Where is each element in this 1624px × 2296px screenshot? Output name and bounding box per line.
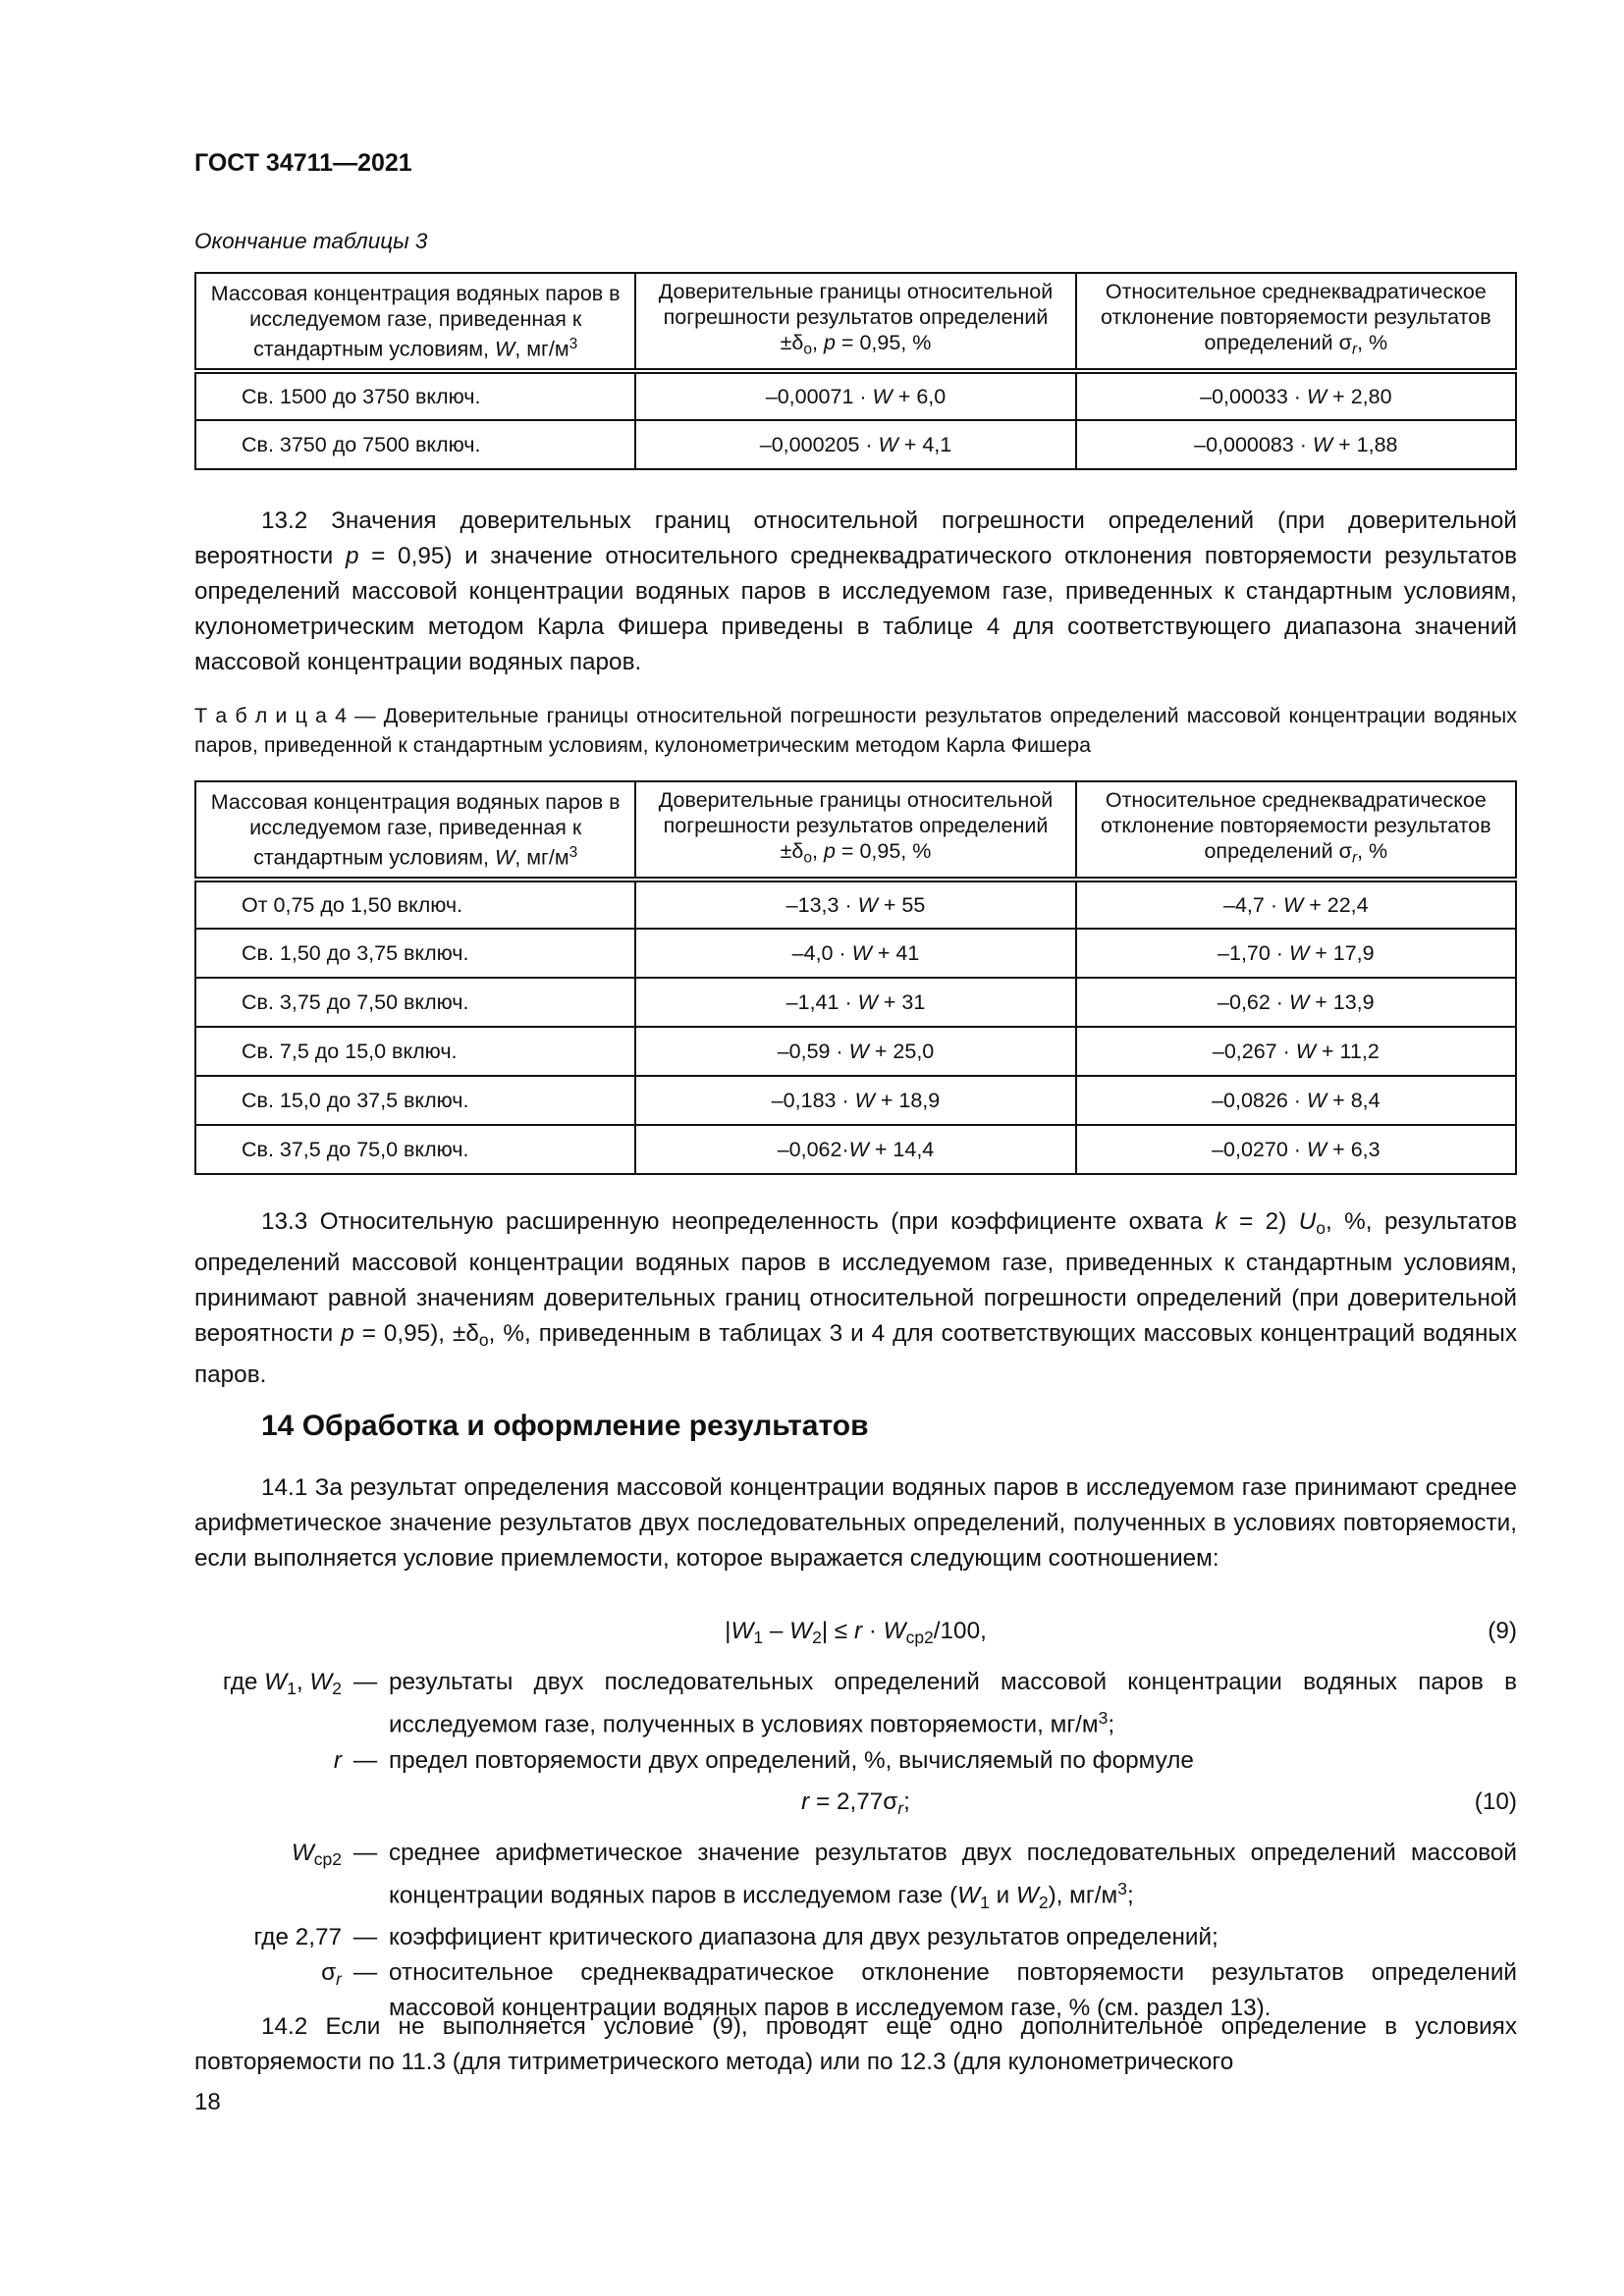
text-segment: + 25,0 [868,1039,935,1063]
text-segment: · [862,1618,884,1644]
dash: — [352,1669,378,1695]
text-segment: = 0,95, % [835,839,932,864]
table-cell [195,1125,635,1174]
text-segment: 3 [1117,1879,1127,1898]
text-segment: Св. 1500 до 3750 включ. [242,384,481,408]
text-segment: W [1306,1137,1327,1161]
text-segment: + 17,9 [1309,940,1375,965]
definition-term [194,1836,342,1920]
text-segment: относительное среднеквадратическое отклонение повторяемости результатов определений массовой концентрации водяных паров в исследуемом газе, % (см. раздел 13). [389,1958,1517,2021]
dash: — [352,1746,378,1774]
text-segment: W [883,1618,906,1644]
paragraph-13-3 [194,1204,1517,1393]
text-segment: ; [903,1789,910,1815]
section-14-heading: 14 Обработка и оформление результатов [261,1410,869,1442]
table-cell [195,420,635,469]
definition-item [194,1836,1517,1920]
text-segment: = 2) [1226,1208,1299,1235]
where-list-1 [194,1665,1517,1779]
text-segment: ср2 [905,1628,934,1648]
text-segment: + 6,0 [892,384,947,408]
text-segment: 1 [980,1892,990,1912]
text-segment: 3 [568,335,578,352]
text-segment: –0,0270 · [1212,1137,1307,1161]
text-segment: –0,62 · [1218,989,1289,1014]
table-cell [1076,978,1516,1027]
table-cell [1076,1027,1516,1076]
table-row [195,1076,1516,1125]
text-segment: W [878,432,898,456]
text-segment: W [495,845,515,870]
text-segment: W [851,940,872,965]
text-segment: r [1351,849,1358,867]
text-segment: + 14,4 [868,1137,935,1161]
text-segment: 2 [1038,1892,1049,1912]
text-segment: –0,000083 · [1194,432,1313,456]
text-segment: W [872,384,893,408]
text-segment: –0,000205 · [759,432,879,456]
text-segment: W [264,1669,288,1695]
text-segment: W [789,1618,813,1644]
text-segment: где [222,1669,265,1695]
page-number: 18 [194,2089,221,2115]
text-segment: + 6,3 [1326,1137,1380,1161]
text-segment: W [957,1882,981,1909]
text-segment: 14.2 Если не выполняется условие (9), проводят еще одно дополнительное определение в условиях повторяемости по 11.3 (для титриметрического метода) или по 12.3 (для кулонометрического [194,2013,1517,2075]
text-segment: + 2,80 [1326,384,1392,408]
definition-text [389,1665,1517,1743]
text-segment: W [1015,1882,1039,1909]
dash: — [352,1923,378,1950]
column-header [635,781,1075,880]
text-segment: p [345,543,359,569]
text-segment: + 4,1 [897,432,952,456]
definition-item [194,1743,1517,1779]
text-segment: = 0,95, % [835,331,932,355]
text-segment: Св. 37,5 до 75,0 включ. [242,1137,469,1161]
table-cell [195,880,635,929]
text-segment: W [1282,892,1304,917]
table-row [195,1027,1516,1076]
text-segment: W [857,989,878,1014]
text-segment: W [1312,432,1333,456]
table3-caption: Окончание таблицы 3 [194,229,428,253]
text-segment: –1,41 · [785,989,858,1014]
text-segment: –0,00071 · [765,384,873,408]
text-segment: коэффициент критического диапазона для двух результатов определений; [389,1923,1218,1950]
text-segment: ), мг/м [1048,1882,1118,1909]
text-segment: W [731,1618,754,1644]
text-segment: –4,0 · [791,940,852,965]
text-segment: + 11,2 [1316,1039,1380,1063]
text-segment: , [296,1669,310,1695]
column-header [1076,273,1516,371]
text-segment: Св. 3750 до 7500 включ. [242,432,481,456]
text-segment: W [848,1137,869,1161]
table-cell [1076,929,1516,978]
text-segment: –0,59 · [777,1039,849,1063]
text-segment: и [989,1882,1016,1909]
definition-item [194,1665,1517,1743]
table-cell [195,929,635,978]
definition-term [194,1665,342,1743]
text-segment: W [1306,384,1327,408]
table-cell [195,1076,635,1125]
text-segment: , мг/м [514,337,569,361]
text-segment: o [1316,1218,1326,1239]
text-segment: – [763,1618,790,1644]
table-cell [635,420,1075,469]
text-segment: среднее арифметическое значение результатов двух последовательных определений массовой концентрации водяных паров в исследуемом газе ( [389,1840,1517,1909]
text-segment: , % [1357,839,1388,864]
text-segment: r [801,1789,810,1815]
text-segment: W [309,1669,333,1695]
text-segment: | ≤ [821,1618,854,1644]
text-segment: + 1,88 [1332,432,1398,456]
text-segment: | [725,1618,731,1644]
table-cell [195,371,635,420]
text-segment: r [853,1618,863,1644]
text-segment: r [333,1746,342,1774]
definition-text [389,1920,1517,1955]
definition-term [194,1920,342,1955]
text-segment: 14.1 За результат определения массовой концентрации водяных паров в исследуемом газе принимают среднее арифметическое значение результатов двух последовательных определений, полученных в условиях повторяемости, если выполняется условие приемлемости, которое выражается следующим соотношением: [194,1474,1517,1572]
text-segment: Массовая концентрация водяных паров в исследуемом газе, приведенная к стандартным условиям, [210,789,621,870]
text-segment: –0,183 · [771,1088,855,1112]
text-segment: p [823,331,836,355]
text-segment: Т а б л и ц а 4 — Доверительные границы относительной погрешности результатов определений массовой концентрации водяных паров, приведенной к стандартным условиям, кулонометрическим методом Карла Фишера [194,704,1517,757]
text-segment: ; [1108,1711,1115,1738]
text-segment: + 13,9 [1309,989,1375,1014]
formula-10 [194,1785,1517,1820]
text-segment: W [1306,1088,1327,1112]
text-segment: U [1298,1208,1317,1235]
table-cell [1076,371,1516,420]
text-segment: Св. 3,75 до 7,50 включ. [242,989,469,1014]
text-segment: 13.2 Значения доверительных границ относительной погрешности определений (при доверительной вероятности [194,507,1517,569]
table-row [195,929,1516,978]
text-segment: 3 [1098,1708,1109,1728]
text-segment: –13,3 · [785,892,858,917]
table-cell [195,1027,635,1076]
paragraph-14-1 [194,1470,1517,1576]
table-cell [635,371,1075,420]
text-segment: W [291,1840,314,1866]
definition-item [194,1920,1517,1955]
text-segment: –0,267 · [1212,1039,1296,1063]
definition-term [194,1743,342,1779]
text-segment: σ [321,1958,337,1986]
table-row [195,371,1516,420]
text-segment: o [803,849,813,867]
text-segment: r [897,1798,904,1819]
table-cell [635,880,1075,929]
text-segment: , % [1357,331,1388,355]
text-segment: + 22,4 [1303,892,1369,917]
text-segment: Св. 1,50 до 3,75 включ. [242,940,469,965]
column-header [1076,781,1516,880]
table-cell [635,978,1075,1027]
table-row [195,420,1516,469]
text-segment: /100, [933,1618,987,1644]
text-segment: r [336,1969,342,1990]
text-segment: 2 [812,1628,822,1648]
where-list-2 [194,1836,1517,2026]
table-cell [635,1125,1075,1174]
table-cell [635,1076,1075,1125]
text-segment: o [478,1330,489,1351]
text-segment: W [857,892,878,917]
formula-9 [194,1614,1517,1649]
text-segment: 13.3 Относительную расширенную неопределенность (при коэффициенте охвата [261,1208,1216,1235]
definition-text [389,1743,1517,1779]
table-cell [1076,420,1516,469]
text-segment: 3 [568,843,578,861]
table4-caption [194,701,1517,760]
text-segment: От 0,75 до 1,50 включ. [242,892,463,917]
text-segment: Относительное среднеквадратическое отклонение повторяемости результатов определений σ [1101,280,1491,355]
table-cell [635,1027,1075,1076]
text-segment: 1 [753,1628,764,1648]
definition-text [389,1836,1517,1920]
text-segment: ср2 [313,1849,342,1870]
text-segment: –0,0826 · [1212,1088,1307,1112]
text-segment: ; [1126,1882,1134,1909]
text-segment: W [848,1039,869,1063]
text-segment: W [854,1088,875,1112]
text-segment: Св. 15,0 до 37,5 включ. [242,1088,469,1112]
document-title: ГОСТ 34711—2021 [194,149,412,177]
text-segment: –0,062· [777,1137,849,1161]
paragraph-14-2 [194,2009,1517,2080]
dash: — [352,1840,378,1866]
text-segment: результаты двух последовательных определений массовой концентрации водяных паров в исследуемом газе, полученных в условиях повторяемости, мг/м [389,1669,1517,1738]
table-row [195,1125,1516,1174]
text-segment: Относительное среднеквадратическое отклонение повторяемости результатов определений σ [1101,788,1491,864]
text-segment: предел повторяемости двух определений, %, вычисляемый по формуле [389,1746,1194,1774]
text-segment: , %, результатов определений массовой концентрации водяных паров в исследуемом газе, приведенных к стандартным условиям, принимают равной значениям доверительных границ относительной погрешности определений (при доверительной вероятности [194,1208,1517,1348]
text-segment: 2 [332,1679,342,1699]
paragraph-13-2 [194,504,1517,680]
text-segment: + 31 [877,989,926,1014]
text-segment: Св. 7,5 до 15,0 включ. [242,1039,458,1063]
table-row [195,880,1516,929]
text-segment: = 0,95), ±δ [353,1320,479,1348]
formula-10-number: (10) [1474,1789,1517,1815]
text-segment: W [495,337,515,361]
text-segment: W [1295,1039,1317,1063]
text-segment: + 8,4 [1326,1088,1380,1112]
text-segment: p [823,839,836,864]
text-segment: Доверительные границы относительной погрешности результатов определений ±δ [658,280,1054,355]
text-segment: r [1351,341,1358,358]
table-cell [635,929,1075,978]
table3 [194,272,1517,470]
text-segment: + 41 [871,940,920,965]
text-segment: –0,00033 · [1200,384,1307,408]
text-segment: где 2,77 [253,1923,342,1950]
text-segment: = 2,77σ [809,1789,898,1815]
formula-9-expression [194,1614,1517,1655]
table-cell [195,978,635,1027]
table-cell [1076,1076,1516,1125]
text-segment: o [803,341,813,358]
table-cell [1076,880,1516,929]
formula-9-number: (9) [1488,1618,1517,1644]
text-segment: k [1215,1208,1227,1235]
text-segment: , мг/м [514,845,569,870]
formula-10-expression [194,1785,1517,1826]
text-segment: p [341,1320,354,1348]
text-segment: , %, приведенным в таблицах 3 и 4 для соответствующих массовых концентраций водяных паров. [194,1320,1517,1389]
table-row [195,978,1516,1027]
text-segment: Массовая концентрация водяных паров в исследуемом газе, приведенная к стандартным условиям, [210,281,621,361]
text-segment: W [1288,940,1310,965]
text-segment: + 18,9 [874,1088,941,1112]
column-header [195,781,635,880]
column-header [635,273,1075,371]
text-segment: = 0,95) и значение относительного среднеквадратического отклонения повторяемости результатов определений массовой концентрации водяных паров в исследуемом газе, приведенных к стандартным условиям, кулонометрическим методом Карла Фишера приведены в таблице 4 для соответствующего диапазона значений массовой концентрации водяных паров. [194,543,1517,675]
header-row [195,273,1516,371]
table-cell [1076,1125,1516,1174]
text-segment: + 55 [877,892,926,917]
text-segment: , [812,839,824,864]
column-header [195,273,635,371]
text-segment: , [812,331,824,355]
header-row [195,781,1516,880]
text-segment: W [1288,989,1310,1014]
text-segment: –1,70 · [1218,940,1289,965]
text-segment: –4,7 · [1223,892,1283,917]
text-segment: 1 [287,1679,297,1699]
table4 [194,780,1517,1175]
dash: — [352,1958,378,1986]
text-segment: Доверительные границы относительной погрешности результатов определений ±δ [658,788,1054,864]
